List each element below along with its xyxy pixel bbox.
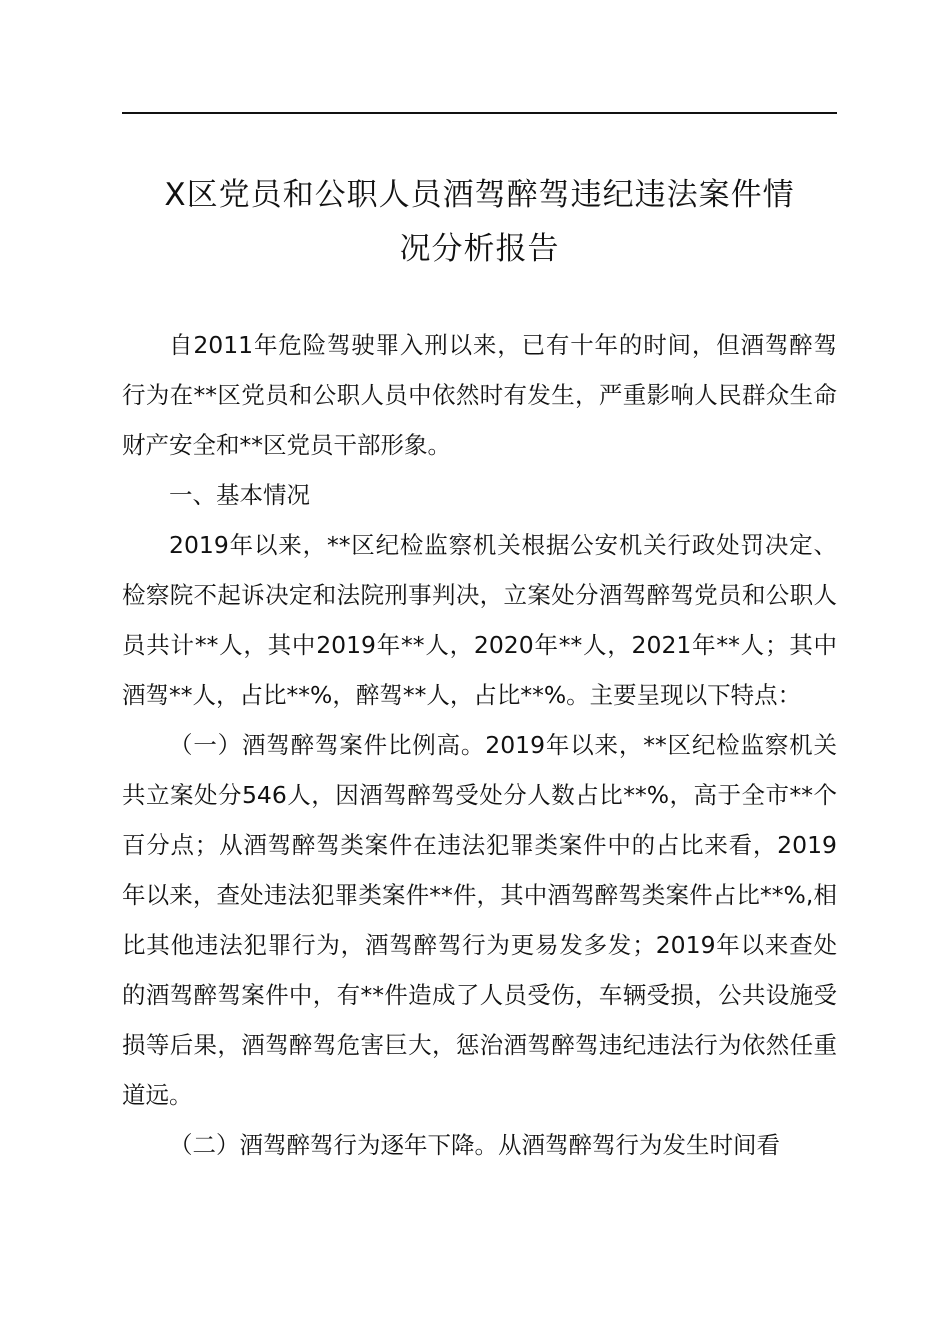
section-heading-basic-situation: 一、基本情况: [169, 481, 310, 509]
title-line-1: X区党员和公职人员酒驾醉驾违纪违法案件情: [164, 177, 795, 213]
document-title: [122, 168, 837, 276]
header-rule: [122, 112, 837, 114]
overview-paragraph: 2019年以来，**区纪检监察机关根据公安机关行政处罚决定、检察院不起诉决定和法院刑事判决，立案处分酒驾醉驾党员和公职人员共计**人，其中2019年**人，2020年**人，2021年**人；其中酒驾**人，占比**%，醉驾**人，占比**%。主要呈现以下特点：: [122, 531, 837, 709]
point-two-paragraph: （二）酒驾醉驾行为逐年下降。从酒驾醉驾行为发生时间看: [169, 1131, 780, 1159]
intro-paragraph: 自2011年危险驾驶罪入刑以来，已有十年的时间，但酒驾醉驾行为在**区党员和公职人员中依然时有发生，严重影响人民群众生命财产安全和**区党员干部形象。: [122, 331, 837, 459]
title-line-2: 况分析报告: [399, 231, 560, 267]
point-one-paragraph: （一）酒驾醉驾案件比例高。2019年以来，**区纪检监察机关共立案处分546人，因酒驾醉驾受处分人数占比**%，高于全市**个百分点；从酒驾醉驾类案件在违法犯罪类案件中的占比来看，2019年以来，查处违法犯罪类案件**件，其中酒驾醉驾类案件占比**%,相比其他违法犯罪行为，酒驾醉驾行为更易发多发；2019年以来查处的酒驾醉驾案件中，有**件造成了人员受伤，车辆受损，公共设施受损等后果，酒驾醉驾危害巨大，惩治酒驾醉驾违纪违法行为依然任重道远。: [122, 731, 837, 1109]
document-body: [122, 320, 837, 1170]
